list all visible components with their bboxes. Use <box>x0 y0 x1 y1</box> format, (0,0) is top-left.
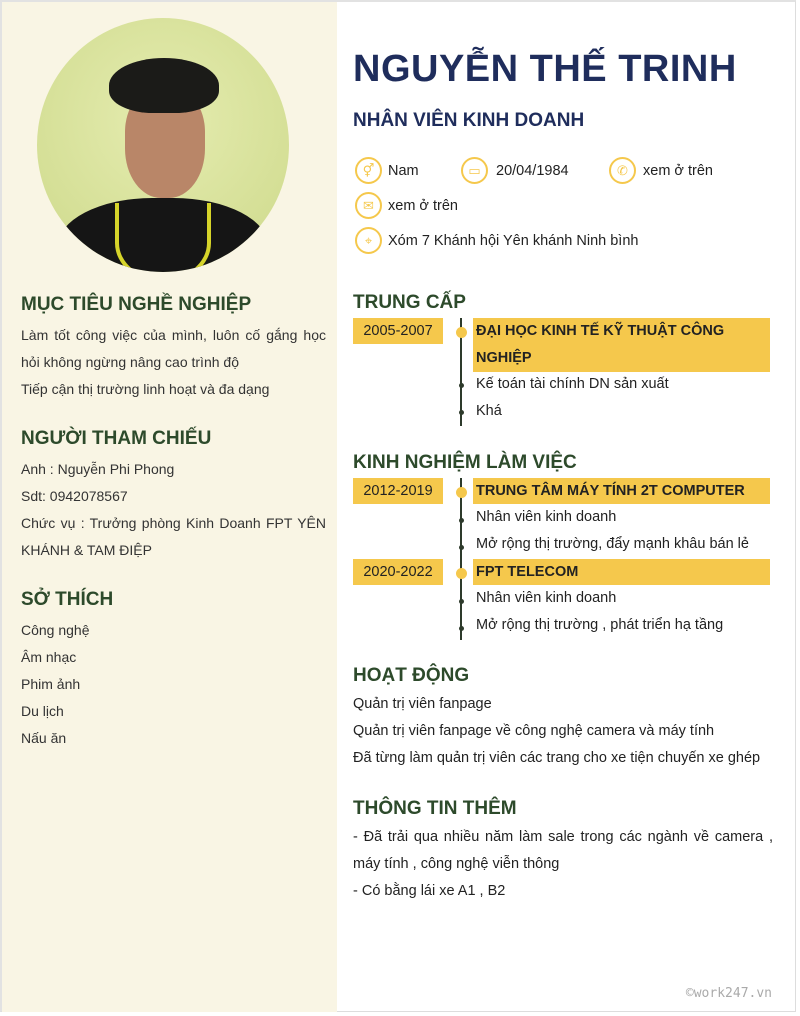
timeline-dot <box>456 568 467 579</box>
gender-icon: ⚥ <box>355 157 382 184</box>
bullet-dot <box>459 545 464 550</box>
experience-item: Mở rộng thị trường, đẩy mạnh khâu bán lẻ <box>476 536 749 552</box>
phone-info <box>609 157 713 184</box>
email-info <box>355 192 458 219</box>
extra-text <box>353 824 773 905</box>
extra-line: - Có bằng lái xe A1 , B2 <box>353 883 506 899</box>
bullet-dot <box>459 626 464 631</box>
experience-date: 2012-2019 <box>353 478 443 504</box>
experience-date: 2020-2022 <box>353 559 443 585</box>
birthday-value: 20/04/1984 <box>496 162 569 179</box>
birthday-info <box>461 157 569 184</box>
experience-item: Nhân viên kinh doanh <box>476 509 617 525</box>
experience-item: Mở rộng thị trường , phát triển hạ tầng <box>476 617 724 633</box>
hobby-item: Công nghệ <box>21 622 90 638</box>
address-value: Xóm 7 Khánh hội Yên khánh Ninh bình <box>388 232 639 249</box>
experience-company: FPT TELECOM <box>473 559 770 585</box>
job-title: NHÂN VIÊN KINH DOANH <box>353 110 585 131</box>
gender-value: Nam <box>388 162 419 179</box>
bullet-dot <box>459 410 464 415</box>
reference-section <box>21 428 326 564</box>
section-title: SỞ THÍCH <box>21 589 114 610</box>
experience-company: TRUNG TÂM MÁY TÍNH 2T COMPUTER <box>473 478 770 504</box>
phone-icon: ✆ <box>609 157 636 184</box>
experience-item: Nhân viên kinh doanh <box>476 590 617 606</box>
reference-line: Chức vụ : Trưởng phòng Kinh Doanh FPT YÊN KHÁNH & TAM ĐIỆP <box>21 515 326 558</box>
envelope-icon: ✉ <box>355 192 382 219</box>
bullet-dot <box>459 599 464 604</box>
section-title: MỤC TIÊU NGHỀ NGHIỆP <box>21 294 252 315</box>
objective-line: Tiếp cận thị trường linh hoạt và đa dạng <box>21 381 270 397</box>
activities-title: HOẠT ĐỘNG <box>353 665 470 686</box>
extra-line: - Đã trải qua nhiều năm làm sale trong các ngành về camera , máy tính , công nghệ viễn thông <box>353 829 773 872</box>
activity-line: Quản trị viên fanpage về công nghệ camera và máy tính <box>353 723 715 739</box>
education-school: ĐẠI HỌC KINH TẾ KỸ THUẬT CÔNG NGHIỆP <box>473 318 770 372</box>
gender-info <box>355 157 419 184</box>
profile-photo <box>37 18 289 272</box>
objective-line: Làm tốt công việc của mình, luôn cố gắng học hỏi không ngừng nâng cao trình độ <box>21 327 326 370</box>
email-value: xem ở trên <box>388 197 458 214</box>
cake-icon: ▭ <box>461 157 488 184</box>
reference-line: Sdt: 0942078567 <box>21 488 128 504</box>
address-info <box>355 227 638 254</box>
section-title: NGƯỜI THAM CHIẾU <box>21 428 212 449</box>
experience-title: KINH NGHIỆM LÀM VIỆC <box>353 452 577 473</box>
activity-line: Đã từng làm quản trị viên các trang cho xe tiện chuyến xe ghép <box>353 750 761 766</box>
bullet-dot <box>459 383 464 388</box>
education-item: Kế toán tài chính DN sản xuất <box>476 376 669 392</box>
extra-title: THÔNG TIN THÊM <box>353 798 517 819</box>
timeline-dot <box>456 487 467 498</box>
phone-value: xem ở trên <box>643 162 713 179</box>
education-date: 2005-2007 <box>353 318 443 344</box>
hobbies-section <box>21 589 326 752</box>
activity-line: Quản trị viên fanpage <box>353 696 492 712</box>
education-item: Khá <box>476 403 502 419</box>
hobby-item: Phim ảnh <box>21 676 81 692</box>
education-title: TRUNG CẤP <box>353 292 466 313</box>
hobby-item: Du lịch <box>21 703 64 719</box>
hobby-item: Nấu ăn <box>21 730 67 746</box>
timeline-line <box>460 478 462 640</box>
map-pin-icon: ⌖ <box>355 227 382 254</box>
bullet-dot <box>459 518 464 523</box>
watermark: ©work247.vn <box>685 986 772 1001</box>
activities-text <box>353 691 773 772</box>
timeline-dot <box>456 327 467 338</box>
objective-section <box>21 294 326 403</box>
reference-line: Anh : Nguyễn Phi Phong <box>21 461 175 477</box>
hobby-item: Âm nhạc <box>21 649 77 665</box>
full-name: NGUYỄN THẾ TRINH <box>353 48 737 90</box>
